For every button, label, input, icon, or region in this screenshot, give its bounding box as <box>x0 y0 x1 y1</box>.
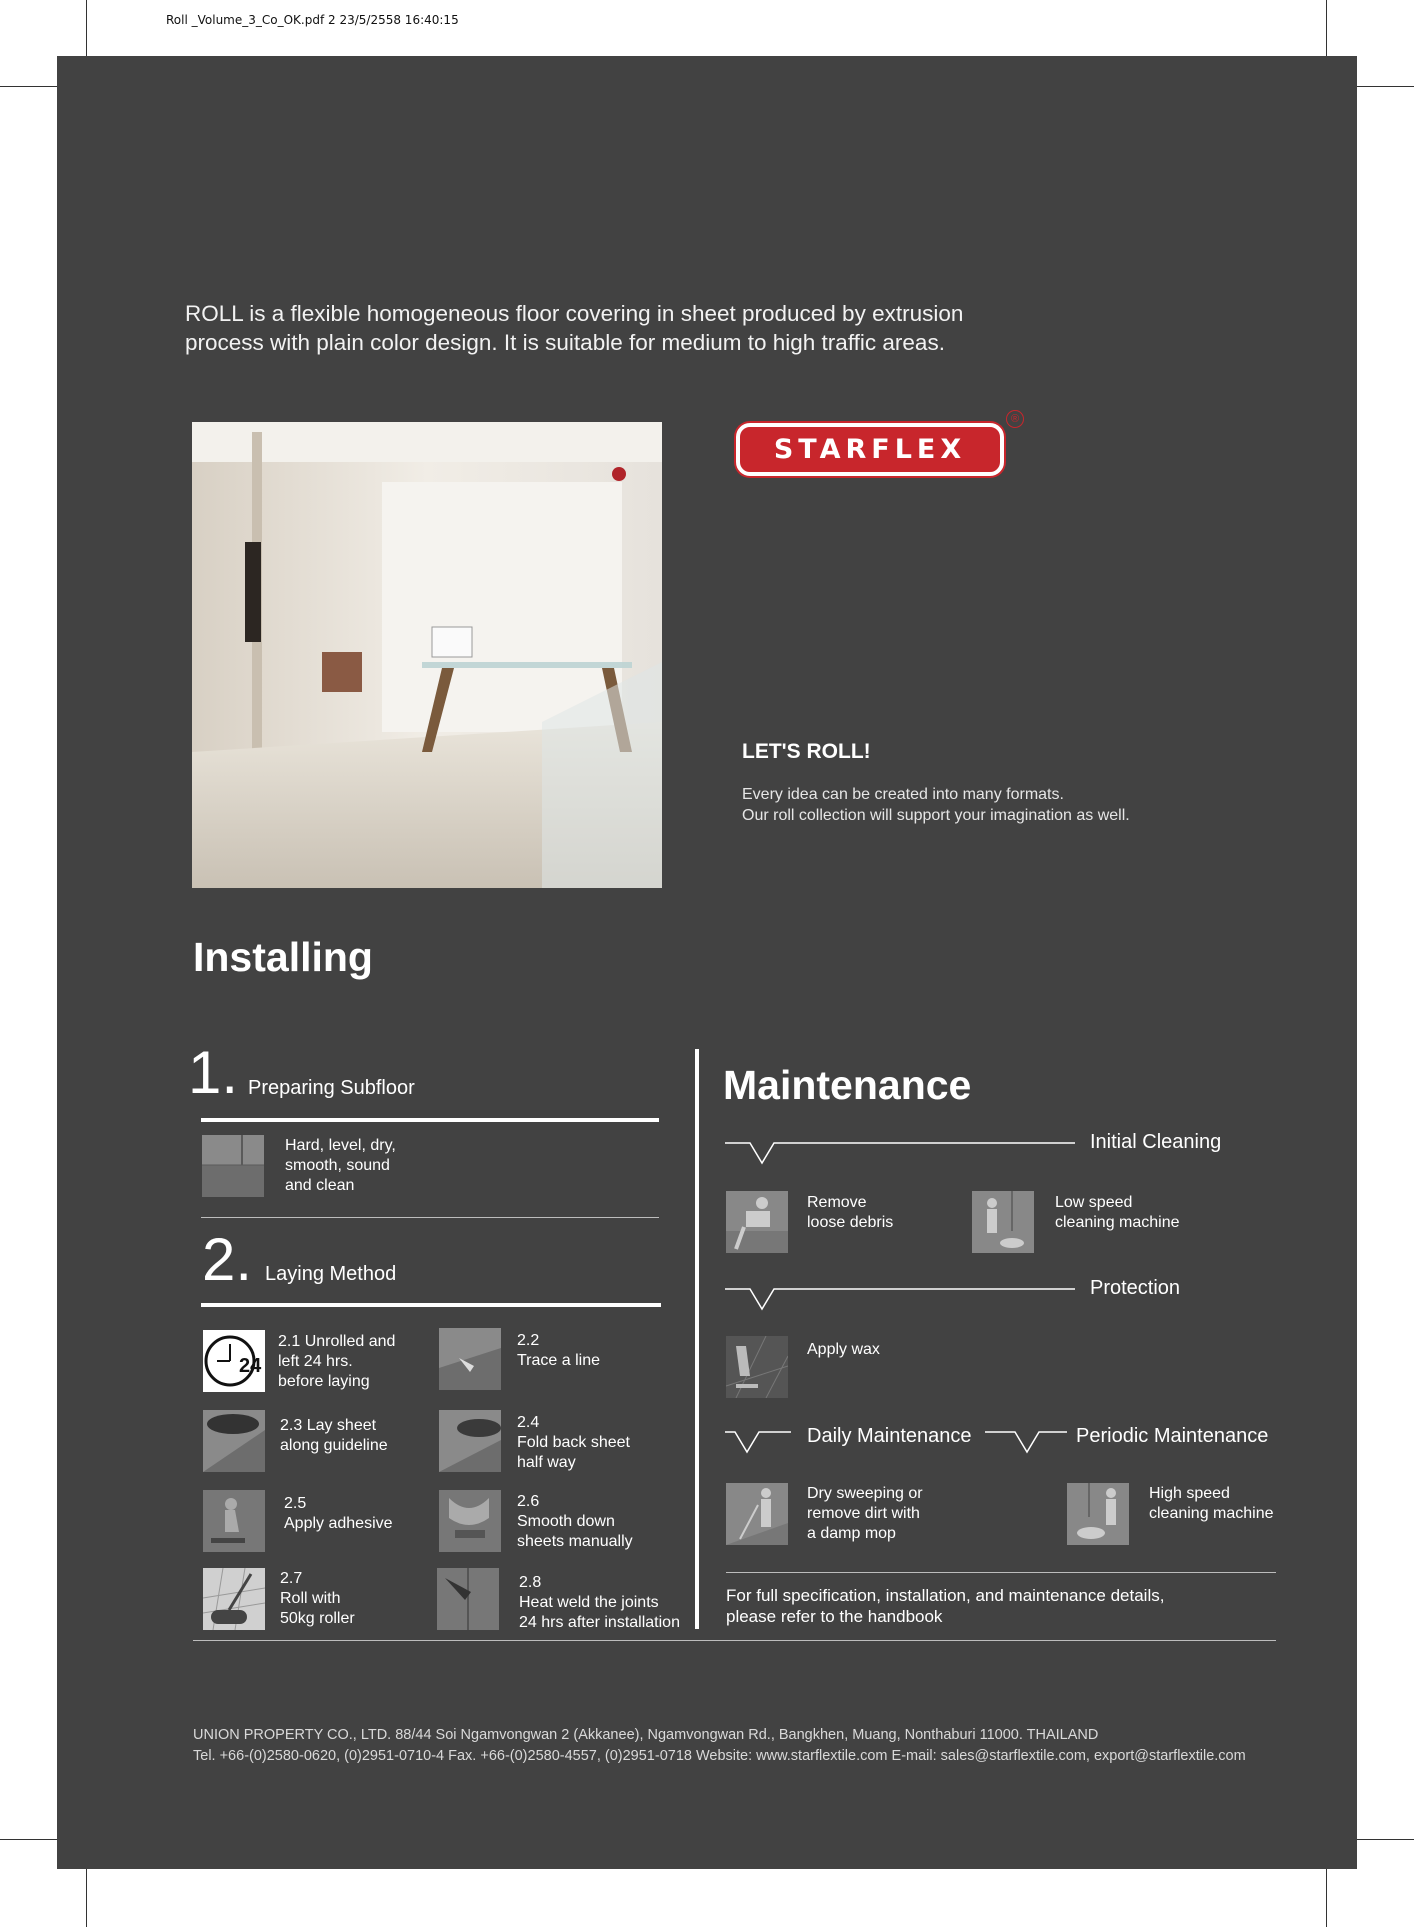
section-pointer-line <box>725 1422 797 1454</box>
caption-line: 2.8 <box>519 1574 542 1591</box>
promo-headline: LET'S ROLL! <box>742 740 871 763</box>
caption-line: 2.6 <box>517 1493 540 1510</box>
intro-text <box>185 299 1085 357</box>
installing-title: Installing <box>193 934 373 980</box>
heat-weld-icon <box>437 1568 499 1630</box>
trace-line-icon <box>439 1328 501 1390</box>
initial-cleaning-label: Initial Cleaning <box>1090 1131 1222 1153</box>
step1-rule <box>201 1118 659 1122</box>
promo-line: Every idea can be created into many formats. <box>742 786 1064 803</box>
caption-line: along guideline <box>280 1437 388 1454</box>
caption-line: Apply adhesive <box>284 1515 393 1532</box>
promo-text <box>742 784 1130 826</box>
section-pointer-line <box>985 1422 1069 1454</box>
caption-line: Roll with <box>280 1590 341 1607</box>
periodic-maintenance-label: Periodic Maintenance <box>1076 1425 1269 1447</box>
step2-4-caption <box>517 1413 630 1473</box>
step2-title: Laying Method <box>265 1263 397 1285</box>
caption-line: Low speed <box>1055 1194 1133 1211</box>
lay-sheet-icon <box>203 1410 265 1472</box>
note-line: please refer to the handbook <box>726 1607 943 1626</box>
section-pointer-line <box>725 1279 1075 1311</box>
crop-mark <box>86 1869 87 1927</box>
crop-mark <box>1357 1839 1414 1840</box>
crop-mark <box>0 1839 57 1840</box>
registered-mark: ® <box>1006 410 1024 428</box>
caption-line: High speed <box>1149 1485 1230 1502</box>
caption-line: Hard, level, dry, <box>285 1137 396 1154</box>
step2-rule <box>201 1303 661 1307</box>
bottom-rule <box>193 1640 1276 1641</box>
caption-line: 2.7 <box>280 1570 303 1587</box>
note-line: For full specification, installation, and maintenance details, <box>726 1586 1165 1605</box>
step1-number: 1. <box>188 1039 239 1106</box>
step2-1-caption <box>278 1332 395 1392</box>
caption-line: 2.1 Unrolled and <box>278 1333 396 1350</box>
step2-3-caption <box>280 1416 388 1456</box>
print-slug: Roll _Volume_3_Co_OK.pdf 2 23/5/2558 16:40:15 <box>166 13 459 27</box>
handbook-note <box>726 1585 1164 1627</box>
caption-line: Apply wax <box>807 1341 880 1358</box>
clock-24h-icon <box>203 1330 265 1392</box>
caption-line: Heat weld the joints <box>519 1594 659 1611</box>
caption-line: remove dirt with <box>807 1505 920 1522</box>
dry-sweeping-icon <box>726 1483 788 1545</box>
step2-6-caption <box>517 1492 633 1552</box>
starflex-logo <box>736 423 1004 476</box>
intro-line: process with plain color design. It is suitable for medium to high traffic areas. <box>185 330 945 355</box>
caption-line: Remove <box>807 1194 867 1211</box>
caption-line: 2.2 <box>517 1332 540 1349</box>
roller-icon <box>203 1568 265 1630</box>
clock-label: 24 <box>239 1355 262 1377</box>
step2-number: 2. <box>202 1226 253 1293</box>
step2-8-caption <box>519 1573 680 1633</box>
step2-7-caption <box>280 1569 355 1629</box>
crop-mark <box>1357 86 1414 87</box>
caption-line: 50kg roller <box>280 1610 355 1627</box>
promo-line: Our roll collection will support your imagination as well. <box>742 807 1130 824</box>
intro-line: ROLL is a flexible homogeneous floor covering in sheet produced by extrusion <box>185 301 964 326</box>
section-pointer-line <box>725 1133 1075 1165</box>
caption-line: cleaning machine <box>1055 1214 1180 1231</box>
caption-line: sheets manually <box>517 1533 633 1550</box>
step1-title: Preparing Subfloor <box>248 1077 415 1099</box>
column-divider <box>695 1049 699 1629</box>
remove-debris-caption <box>807 1193 893 1233</box>
apply-wax-icon <box>726 1336 788 1398</box>
dry-sweeping-caption <box>807 1484 923 1544</box>
crop-mark <box>1326 1869 1327 1927</box>
caption-line: a damp mop <box>807 1525 896 1542</box>
caption-line: Fold back sheet <box>517 1434 630 1451</box>
low-speed-machine-icon <box>972 1191 1034 1253</box>
divider <box>201 1217 659 1218</box>
caption-line: 2.5 <box>284 1495 307 1512</box>
remove-debris-icon <box>726 1191 788 1253</box>
high-speed-machine-icon <box>1067 1483 1129 1545</box>
crop-mark <box>0 86 57 87</box>
caption-line: Dry sweeping or <box>807 1485 923 1502</box>
interior-photo <box>192 422 662 888</box>
apply-wax-caption <box>807 1340 880 1360</box>
subfloor-icon <box>202 1135 264 1197</box>
caption-line: Smooth down <box>517 1513 615 1530</box>
caption-line: 24 hrs after installation <box>519 1614 680 1631</box>
step2-5-caption <box>284 1494 393 1534</box>
caption-line: 2.3 Lay sheet <box>280 1417 377 1434</box>
caption-line: before laying <box>278 1373 370 1390</box>
protection-label: Protection <box>1090 1277 1181 1299</box>
smooth-down-icon <box>439 1490 501 1552</box>
high-speed-machine-caption <box>1149 1484 1274 1524</box>
caption-line: left 24 hrs. <box>278 1353 353 1370</box>
crop-mark <box>1326 0 1327 56</box>
apply-adhesive-icon <box>203 1490 265 1552</box>
maintenance-title: Maintenance <box>723 1062 972 1108</box>
company-contact: Tel. +66-(0)2580-0620, (0)2951-0710-4 Fax. +66-(0)2580-4557, (0)2951-0718 Website: www.starflextile.com E-mail: sales@starflextile.com, export@starflextile.com <box>193 1748 1246 1764</box>
step2-2-caption <box>517 1331 600 1371</box>
daily-maintenance-label: Daily Maintenance <box>807 1425 972 1447</box>
caption-line: smooth, sound <box>285 1157 390 1174</box>
caption-line: 2.4 <box>517 1414 540 1431</box>
caption-line: cleaning machine <box>1149 1505 1274 1522</box>
fold-sheet-icon <box>439 1410 501 1472</box>
caption-line: Trace a line <box>517 1352 600 1369</box>
crop-mark <box>86 0 87 56</box>
company-address: UNION PROPERTY CO., LTD. 88/44 Soi Ngamvongwan 2 (Akkanee), Ngamvongwan Rd., Bangkhen, Muang, Nonthaburi 11000. THAILAND <box>193 1727 1099 1743</box>
caption-line: half way <box>517 1454 576 1471</box>
low-speed-machine-caption <box>1055 1193 1180 1233</box>
logo-text: STARFLEX <box>773 434 967 465</box>
divider <box>726 1572 1276 1573</box>
caption-line: loose debris <box>807 1214 894 1231</box>
caption-line: and clean <box>285 1177 355 1194</box>
step1-caption <box>285 1136 396 1196</box>
